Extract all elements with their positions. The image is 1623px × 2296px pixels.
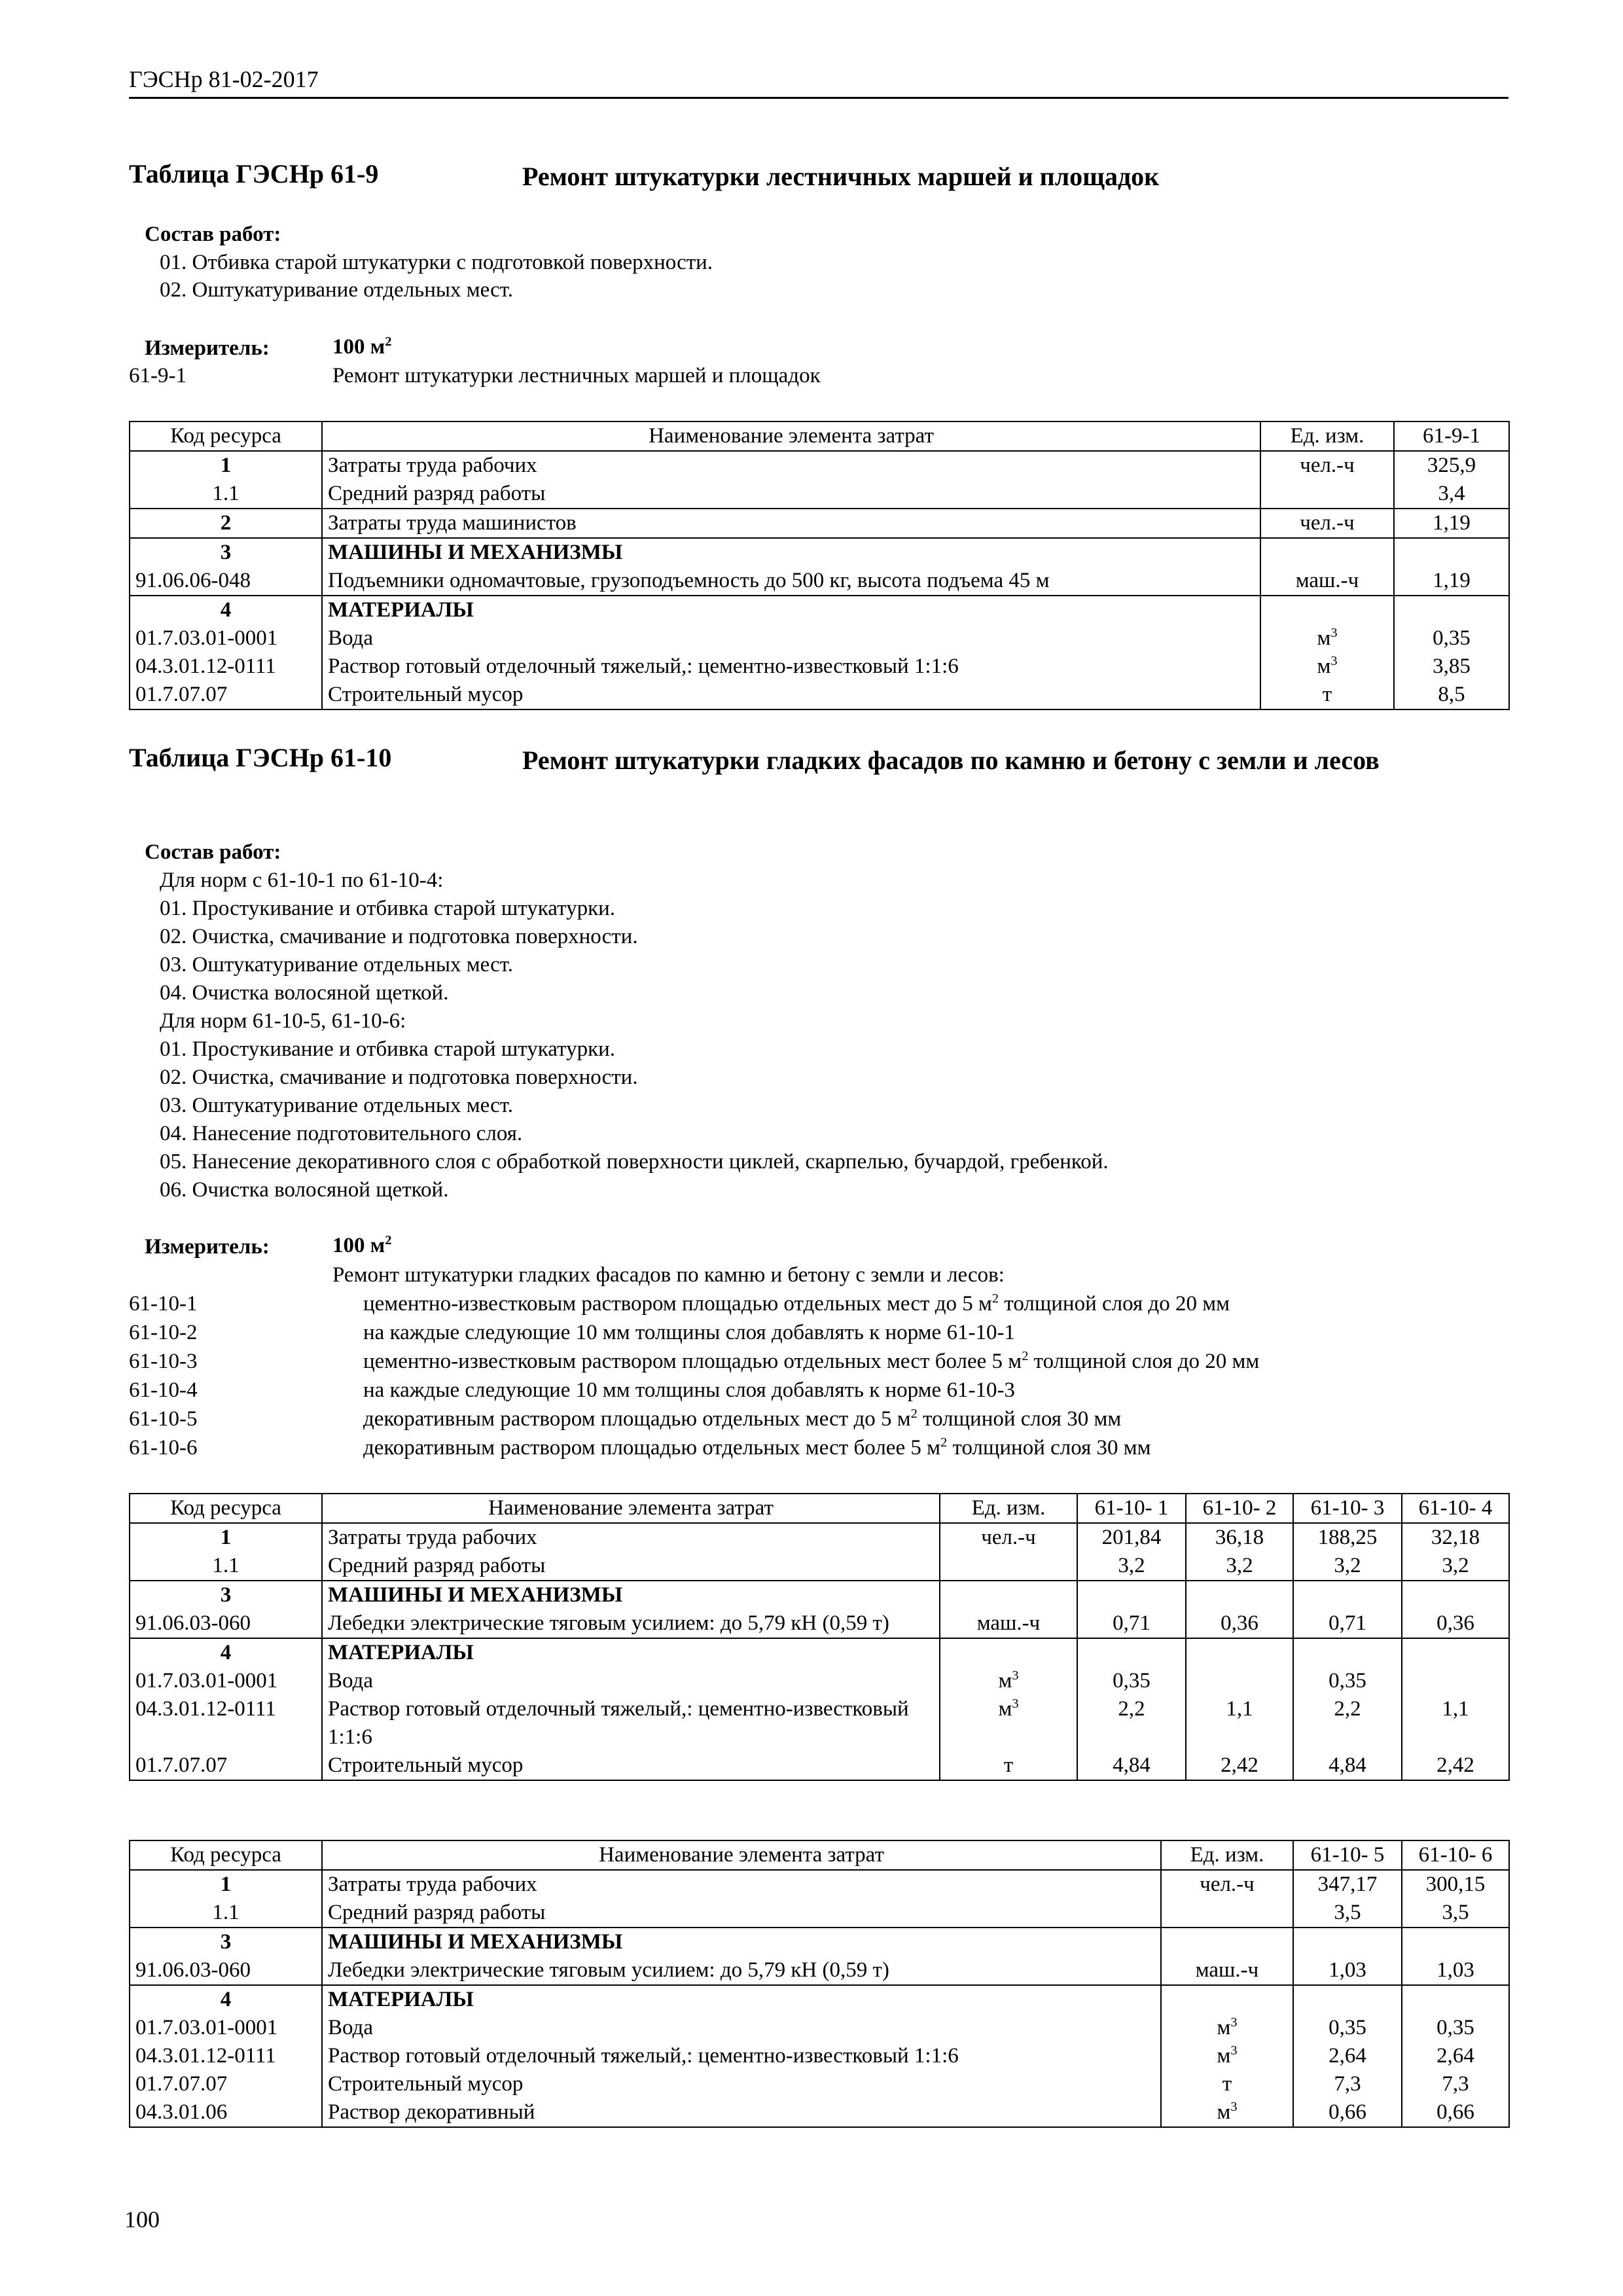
work-item: 02. Очистка, смачивание и подготовка поверхности.	[160, 925, 638, 948]
work-item: 05. Нанесение декоративного слоя с обработкой поверхности циклей, скарпелью, бучардой, гребенкой.	[160, 1150, 1109, 1174]
resource-table-61-9	[129, 421, 1510, 710]
table-row: 01.7.03.01-0001 Вода $м^3$ 0,35 0,35	[130, 1667, 1509, 1695]
table-row: 01.7.03.01-0001 Вода $м^3$ 0,35 0,35	[130, 2014, 1509, 2042]
table-row: 3 МАШИНЫ И МЕХАНИЗМЫ	[130, 1928, 1509, 1956]
col-header: 61-10- 3	[1293, 1494, 1402, 1523]
table-row: 1 Затраты труда рабочих чел.-ч 325,9	[130, 451, 1509, 480]
table-row: 04.3.01.12-0111 Раствор готовый отделочный тяжелый,: цементно-известковый 1:1:6 $м^3$ 2,2 1,1 2,2 1,1	[130, 1695, 1509, 1751]
composition-label: Состав работ:	[145, 223, 281, 246]
document-code-header: ГЭСНр 81-02-2017	[129, 66, 319, 92]
col-header: Ед. изм.	[1260, 422, 1394, 451]
table-row: 1 Затраты труда рабочих чел.-ч 201,84 36,18 188,25 32,18	[130, 1523, 1509, 1552]
table-61-9-number: Таблица ГЭСНр 61-9	[129, 159, 379, 188]
norms-intro: Ремонт штукатурки гладких фасадов по камню и бетону с земли и лесов:	[332, 1263, 1005, 1287]
work-item: Для норм 61-10-5, 61-10-6:	[160, 1009, 406, 1033]
norm-code: 61-10-5	[129, 1407, 198, 1431]
table-61-10-title: Ремонт штукатурки гладких фасадов по камню и бетону с земли и лесов	[522, 745, 1380, 775]
norm-code: 61-10-3	[129, 1350, 198, 1373]
norm-description: цементно-известковым раствором площадью отдельных мест до 5 $м^2$ толщиной слоя до 20 мм	[363, 1291, 1230, 1316]
table-row: 3 МАШИНЫ И МЕХАНИЗМЫ	[130, 538, 1509, 567]
work-item: 06. Очистка волосяной щеткой.	[160, 1178, 449, 1202]
work-item: 03. Оштукатуривание отдельных мест.	[160, 1094, 513, 1117]
norm-code: 61-10-2	[129, 1321, 198, 1344]
meter-value: 100 $м^2$	[332, 334, 392, 359]
table-row: 1.1 Средний разряд работы 3,4	[130, 480, 1509, 509]
work-item: 02. Очистка, смачивание и подготовка поверхности.	[160, 1066, 638, 1089]
table-row: 04.3.01.06 Раствор декоративный $м^3$ 0,66 0,66	[130, 2098, 1509, 2127]
norm-description: декоративным раствором площадью отдельных мест более 5 $м^2$ толщиной слоя 30 мм	[363, 1435, 1151, 1460]
work-item: 01. Простукивание и отбивка старой штукатурки.	[160, 897, 616, 920]
col-header: 61-10- 2	[1186, 1494, 1293, 1523]
work-item: 01. Простукивание и отбивка старой штукатурки.	[160, 1037, 616, 1061]
col-header: 61-10- 5	[1293, 1840, 1402, 1870]
work-item: 04. Очистка волосяной щеткой.	[160, 981, 449, 1005]
work-item: 04. Нанесение подготовительного слоя.	[160, 1122, 523, 1145]
work-item: 03. Оштукатуривание отдельных мест.	[160, 953, 513, 977]
work-item: Для норм с 61-10-1 по 61-10-4:	[160, 869, 444, 892]
col-header: Код ресурса	[130, 422, 322, 451]
col-header: 61-10- 6	[1402, 1840, 1509, 1870]
table-row: 91.06.06-048 Подъемники одномачтовые, грузоподъемность до 500 кг, высота подъема 45 м маш.-ч 1,19	[130, 567, 1509, 596]
table-row: 2 Затраты труда машинистов чел.-ч 1,19	[130, 509, 1509, 538]
norm-description: цементно-известковым раствором площадью отдельных мест более 5 $м^2$ толщиной слоя до 20 мм	[363, 1349, 1260, 1373]
work-item: 02. Оштукатуривание отдельных мест.	[160, 278, 513, 302]
table-row: 4 МАТЕРИАЛЫ	[130, 1985, 1509, 2014]
meter-label: Измеритель:	[145, 336, 270, 360]
table-row: 1.1 Средний разряд работы 3,2 3,2 3,2 3,2	[130, 1552, 1509, 1581]
col-header: Код ресурса	[130, 1494, 322, 1523]
norm-code: 61-9-1	[129, 364, 187, 387]
col-header: Код ресурса	[130, 1840, 322, 1870]
norm-description: Ремонт штукатурки лестничных маршей и площадок	[332, 364, 821, 387]
resource-table-61-10-b	[129, 1840, 1510, 2128]
table-row: 01.7.07.07 Строительный мусор т 7,3 7,3	[130, 2070, 1509, 2098]
col-header: Ед. изм.	[1161, 1840, 1293, 1870]
table-row: 4 МАТЕРИАЛЫ	[130, 596, 1509, 624]
norm-code: 61-10-6	[129, 1436, 198, 1460]
header-divider	[129, 97, 1508, 99]
resource-table-61-10-a	[129, 1493, 1510, 1781]
table-header-row	[130, 1494, 1509, 1523]
table-header-row	[130, 422, 1509, 451]
col-header: Наименование элемента затрат	[322, 1494, 940, 1523]
norm-description: на каждые следующие 10 мм толщины слоя добавлять к норме 61-10-1	[363, 1321, 1015, 1344]
table-row: 04.3.01.12-0111 Раствор готовый отделочный тяжелый,: цементно-известковый 1:1:6 $м^3$ 2,64 2,64	[130, 2042, 1509, 2070]
table-row: 04.3.01.12-0111 Раствор готовый отделочный тяжелый,: цементно-известковый 1:1:6 $м^3$ 3,85	[130, 653, 1509, 681]
meter-value: 100 $м^2$	[332, 1233, 392, 1257]
page-number: 100	[124, 2206, 160, 2233]
table-row: 3 МАШИНЫ И МЕХАНИЗМЫ	[130, 1581, 1509, 1609]
col-header: 61-10- 1	[1077, 1494, 1186, 1523]
norm-code: 61-10-4	[129, 1378, 198, 1402]
table-61-9-title: Ремонт штукатурки лестничных маршей и площадок	[522, 162, 1160, 191]
work-item: 01. Отбивка старой штукатурки с подготовкой поверхности.	[160, 251, 713, 274]
composition-label: Состав работ:	[145, 840, 281, 864]
norm-code: 61-10-1	[129, 1292, 198, 1316]
table-row: 01.7.07.07 Строительный мусор т 8,5	[130, 681, 1509, 709]
table-row: 1.1 Средний разряд работы 3,5 3,5	[130, 1899, 1509, 1928]
col-header: Наименование элемента затрат	[322, 1840, 1161, 1870]
table-row: 01.7.07.07 Строительный мусор т 4,84 2,42 4,84 2,42	[130, 1751, 1509, 1780]
col-header: Ед. изм.	[940, 1494, 1077, 1523]
norm-description: декоративным раствором площадью отдельных мест до 5 $м^2$ толщиной слоя 30 мм	[363, 1407, 1122, 1431]
col-header: 61-10- 4	[1402, 1494, 1509, 1523]
col-header: 61-9-1	[1394, 422, 1509, 451]
meter-label: Измеритель:	[145, 1235, 270, 1259]
table-row: 01.7.03.01-0001 Вода $м^3$ 0,35	[130, 624, 1509, 653]
table-row: 91.06.03-060 Лебедки электрические тяговым усилием: до 5,79 кН (0,59 т) маш.-ч 0,71 0,36 0,71 0,36	[130, 1609, 1509, 1638]
table-row: 91.06.03-060 Лебедки электрические тяговым усилием: до 5,79 кН (0,59 т) маш.-ч 1,03 1,03	[130, 1956, 1509, 1985]
norm-description: на каждые следующие 10 мм толщины слоя добавлять к норме 61-10-3	[363, 1378, 1015, 1402]
col-header: Наименование элемента затрат	[322, 422, 1260, 451]
table-row: 4 МАТЕРИАЛЫ	[130, 1638, 1509, 1667]
table-header-row	[130, 1840, 1509, 1870]
table-row: 1 Затраты труда рабочих чел.-ч 347,17 300,15	[130, 1870, 1509, 1899]
table-61-10-number: Таблица ГЭСНр 61-10	[129, 743, 392, 772]
